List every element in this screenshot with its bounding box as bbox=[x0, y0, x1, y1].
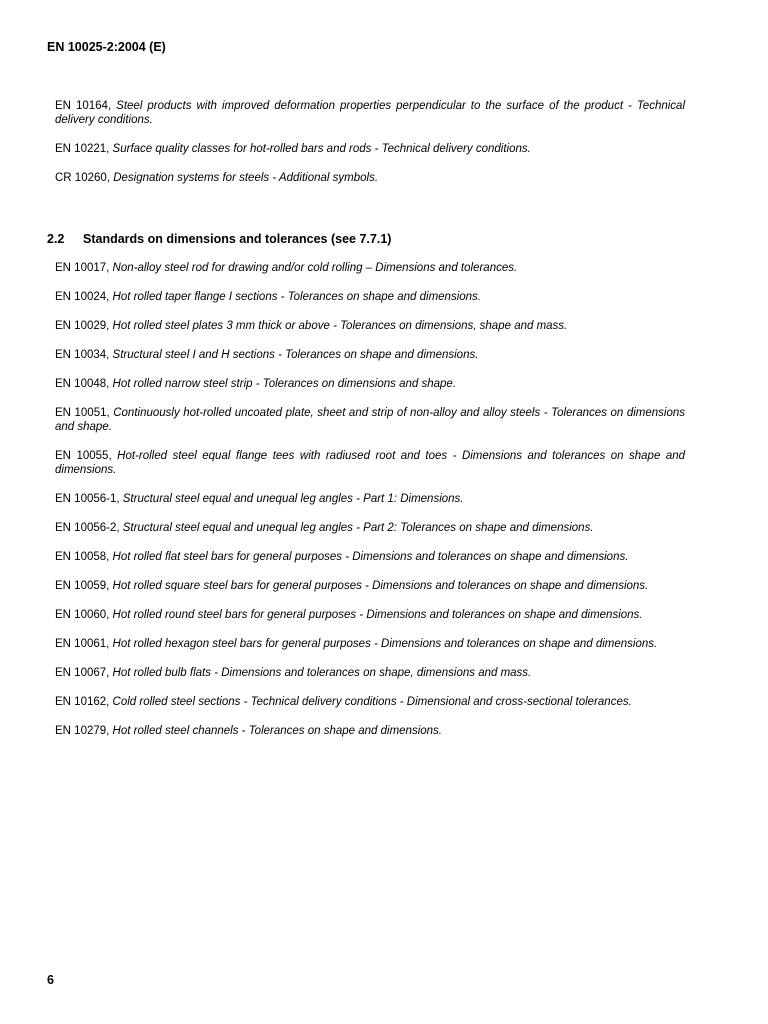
reference-item: EN 10164, Steel products with improved deformation properties perpendicular to the surface of the product - Technical delivery conditions. bbox=[55, 100, 686, 126]
reference-item: EN 10061, Hot rolled hexagon steel bars for general purposes - Dimensions and tolerances on shape and dimensions. bbox=[55, 638, 658, 650]
references-list-top bbox=[55, 99, 685, 200]
reference-code: EN 10279 bbox=[55, 725, 107, 737]
reference-title: Hot rolled taper flange I sections - Tolerances on shape and dimensions. bbox=[112, 291, 481, 303]
reference-code: CR 10260 bbox=[55, 172, 107, 184]
reference-code: EN 10029 bbox=[55, 320, 107, 332]
reference-code: EN 10034 bbox=[55, 349, 107, 361]
reference-title: Hot rolled hexagon steel bars for general purposes - Dimensions and tolerances on shape and dimensions. bbox=[112, 638, 658, 650]
reference-item: EN 10067, Hot rolled bulb flats - Dimensions and tolerances on shape, dimensions and mass. bbox=[55, 667, 532, 679]
reference-title: Designation systems for steels - Additional symbols. bbox=[113, 172, 379, 184]
reference-item: EN 10058, Hot rolled flat steel bars for general purposes - Dimensions and tolerances on shape and dimensions. bbox=[55, 551, 629, 563]
reference-item: EN 10034, Structural steel I and H sections - Tolerances on shape and dimensions. bbox=[55, 349, 479, 361]
reference-title: Hot rolled square steel bars for general purposes - Dimensions and tolerances on shape and dimensions. bbox=[112, 580, 649, 592]
reference-code: EN 10055 bbox=[55, 450, 109, 462]
reference-title: Hot-rolled steel equal flange tees with radiused root and toes - Dimensions and tolerances on shape and dimensions. bbox=[55, 450, 686, 476]
reference-code: EN 10162 bbox=[55, 696, 107, 708]
reference-code: EN 10060 bbox=[55, 609, 107, 621]
references-list-main bbox=[55, 261, 685, 753]
section-heading bbox=[47, 232, 391, 246]
reference-title: Hot rolled narrow steel strip - Tolerances on dimensions and shape. bbox=[112, 378, 457, 390]
reference-item: EN 10279, Hot rolled steel channels - Tolerances on shape and dimensions. bbox=[55, 725, 442, 737]
reference-title: Hot rolled round steel bars for general purposes - Dimensions and tolerances on shape and dimensions. bbox=[112, 609, 643, 621]
reference-item: EN 10056-2, Structural steel equal and unequal leg angles - Part 2: Tolerances on shape and dimensions. bbox=[55, 522, 594, 534]
reference-code: EN 10056-1 bbox=[55, 493, 117, 505]
reference-title: Surface quality classes for hot-rolled bars and rods - Technical delivery conditions. bbox=[112, 143, 531, 155]
reference-item: EN 10051, Continuously hot-rolled uncoated plate, sheet and strip of non-alloy and alloy steels - Tolerances on dimensions and shape. bbox=[55, 407, 685, 433]
reference-title: Hot rolled flat steel bars for general purposes - Dimensions and tolerances on shape and dimensions. bbox=[112, 551, 629, 563]
reference-code: EN 10058 bbox=[55, 551, 107, 563]
reference-title: Hot rolled steel plates 3 mm thick or above - Tolerances on dimensions, shape and mass. bbox=[112, 320, 568, 332]
reference-code: EN 10048 bbox=[55, 378, 107, 390]
reference-code: EN 10059 bbox=[55, 580, 107, 592]
reference-item: EN 10059, Hot rolled square steel bars for general purposes - Dimensions and tolerances on shape and dimensions. bbox=[55, 580, 649, 592]
reference-title: Structural steel equal and unequal leg angles - Part 1: Dimensions. bbox=[122, 493, 464, 505]
reference-code: EN 10067 bbox=[55, 667, 107, 679]
reference-title: Structural steel I and H sections - Tolerances on shape and dimensions. bbox=[112, 349, 479, 361]
reference-item: EN 10162, Cold rolled steel sections - Technical delivery conditions - Dimensional and cross-sectional tolerances. bbox=[55, 696, 632, 708]
document-header: EN 10025-2:2004 (E) bbox=[47, 40, 166, 54]
reference-item: CR 10260, Designation systems for steels - Additional symbols. bbox=[55, 172, 379, 184]
reference-code: EN 10164 bbox=[55, 100, 108, 112]
reference-title: Cold rolled steel sections - Technical delivery conditions - Dimensional and cross-sectional tolerances. bbox=[112, 696, 632, 708]
reference-title: Hot rolled steel channels - Tolerances on shape and dimensions. bbox=[112, 725, 442, 737]
reference-item: EN 10024, Hot rolled taper flange I sections - Tolerances on shape and dimensions. bbox=[55, 291, 481, 303]
reference-title: Hot rolled bulb flats - Dimensions and tolerances on shape, dimensions and mass. bbox=[112, 667, 532, 679]
reference-title: Continuously hot-rolled uncoated plate, sheet and strip of non-alloy and alloy steels - Tolerances on dimensions and shape. bbox=[55, 407, 685, 433]
reference-code: EN 10221 bbox=[55, 143, 107, 155]
reference-item: EN 10048, Hot rolled narrow steel strip - Tolerances on dimensions and shape. bbox=[55, 378, 457, 390]
reference-item: EN 10060, Hot rolled round steel bars for general purposes - Dimensions and tolerances on shape and dimensions. bbox=[55, 609, 643, 621]
reference-code: EN 10024 bbox=[55, 291, 107, 303]
reference-title: Structural steel equal and unequal leg angles - Part 2: Tolerances on shape and dimensions. bbox=[122, 522, 594, 534]
reference-title: Non-alloy steel rod for drawing and/or cold rolling – Dimensions and tolerances. bbox=[112, 262, 518, 274]
page-number: 6 bbox=[47, 973, 54, 987]
reference-item: EN 10221, Surface quality classes for hot-rolled bars and rods - Technical delivery conditions. bbox=[55, 143, 531, 155]
reference-code: EN 10056-2 bbox=[55, 522, 117, 534]
reference-item: EN 10055, Hot-rolled steel equal flange tees with radiused root and toes - Dimensions and tolerances on shape and dimensions. bbox=[55, 450, 686, 476]
reference-code: EN 10051 bbox=[55, 407, 107, 419]
reference-item: EN 10017, Non-alloy steel rod for drawing and/or cold rolling – Dimensions and tolerances. bbox=[55, 262, 518, 274]
section-number: 2.2 bbox=[47, 232, 65, 246]
reference-title: Steel products with improved deformation properties perpendicular to the surface of the product - Technical delivery conditions. bbox=[55, 100, 686, 126]
reference-item: EN 10056-1, Structural steel equal and unequal leg angles - Part 1: Dimensions. bbox=[55, 493, 464, 505]
reference-item: EN 10029, Hot rolled steel plates 3 mm thick or above - Tolerances on dimensions, shape and mass. bbox=[55, 320, 568, 332]
reference-code: EN 10017 bbox=[55, 262, 107, 274]
section-title: Standards on dimensions and tolerances (see 7.7.1) bbox=[83, 232, 392, 246]
reference-code: EN 10061 bbox=[55, 638, 107, 650]
